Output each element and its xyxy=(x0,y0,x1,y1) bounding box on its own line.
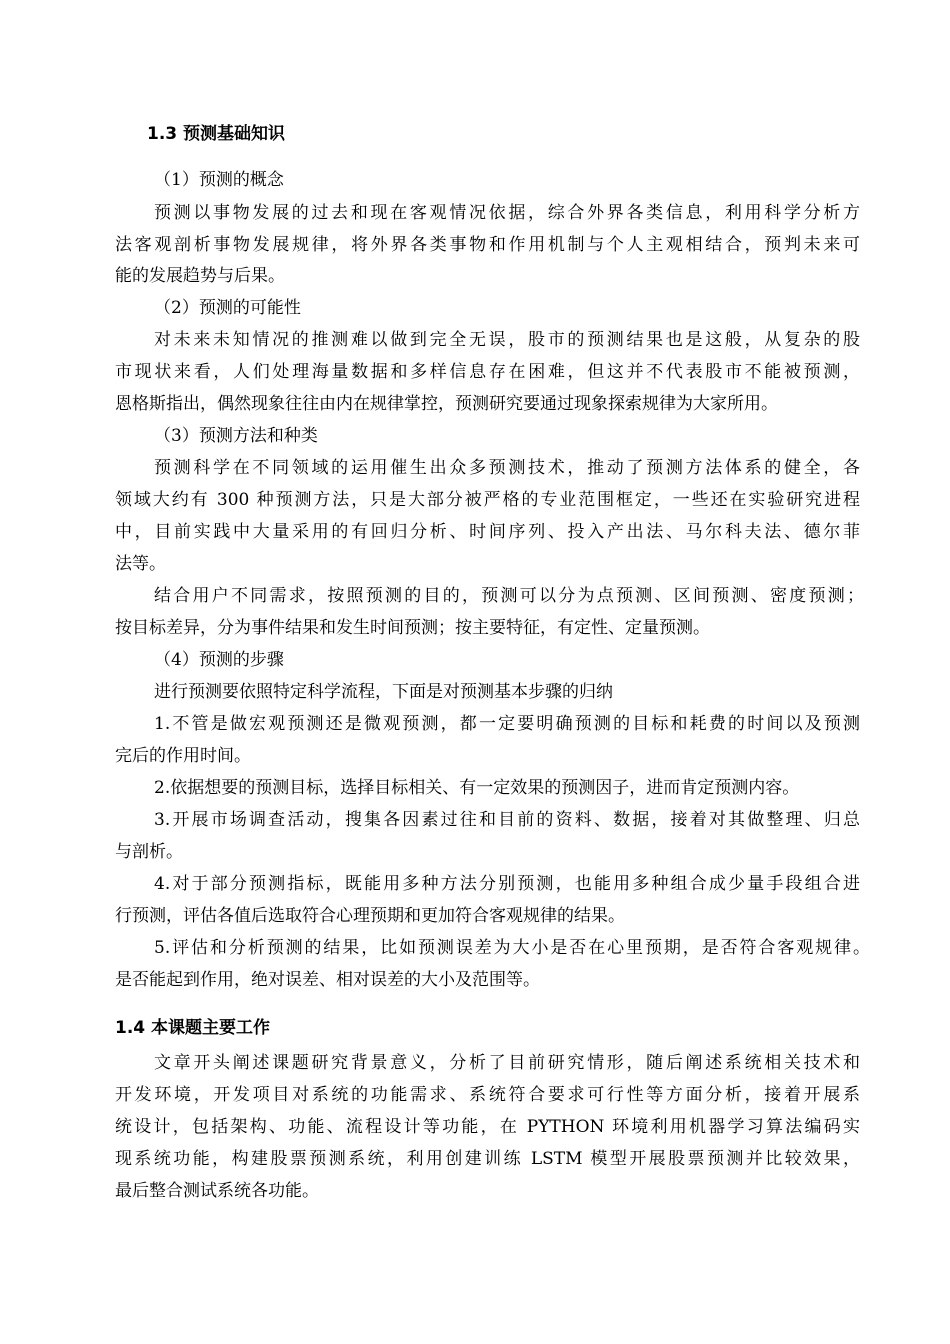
paragraph-line: 按目标差异，分为事件结果和发生时间预测；按主要特征，有定性、定量预测。 xyxy=(115,618,710,638)
paragraph-line: 现系统功能，构建股票预测系统，利用创建训练 LSTM 模型开展股票预测并比较效果， xyxy=(115,1149,860,1169)
paragraph-line: 是否能起到作用，绝对误差、相对误差的大小及范围等。 xyxy=(115,970,540,990)
paragraph-line: 中，目前实践中大量采用的有回归分析、时间序列、投入产出法、马尔科夫法、德尔菲 xyxy=(115,522,860,542)
paragraph-line: 法客观剖析事物发展规律，将外界各类事物和作用机制与个人主观相结合，预判未来可 xyxy=(115,235,860,255)
paragraph-line: 完后的作用时间。 xyxy=(115,746,251,766)
section-heading-1-3: 1.3 预测基础知识 xyxy=(147,124,286,144)
paragraph-line: 恩格斯指出，偶然现象往往由内在规律掌控，预测研究要通过现象探索规律为大家所用。 xyxy=(115,394,778,414)
step-item-2: 2.依据想要的预测目标，选择目标相关、有一定效果的预测因子，进而肯定预测内容。 xyxy=(154,778,800,798)
paragraph-line: 文章开头阐述课题研究背景意义，分析了目前研究情形，随后阐述系统相关技术和 xyxy=(154,1053,860,1073)
step-item-5: 5.评估和分析预测的结果，比如预测误差为大小是否在心里预期，是否符合客观规律。 xyxy=(154,938,870,958)
paragraph-line: 进行预测要依照特定科学流程，下面是对预测基本步骤的归纳 xyxy=(154,682,613,702)
paragraph-line: 领域大约有 300 种预测方法，只是大部分被严格的专业范围框定，一些还在实验研究进程 xyxy=(115,490,860,510)
paragraph-line: 与剖析。 xyxy=(115,842,183,862)
paragraph-line: 最后整合测试系统各功能。 xyxy=(115,1181,319,1201)
paragraph-line: 统设计，包括架构、功能、流程设计等功能，在 PYTHON 环境利用机器学习算法编码实 xyxy=(115,1117,860,1137)
paragraph-line: 法等。 xyxy=(115,554,166,574)
step-item-4: 4.对于部分预测指标，既能用多种方法分别预测，也能用多种组合成少量手段组合进 xyxy=(154,874,860,894)
subsection-title-3: （3）预测方法和种类 xyxy=(154,426,318,446)
subsection-title-4: （4）预测的步骤 xyxy=(154,650,284,670)
paragraph-line: 结合用户不同需求，按照预测的目的，预测可以分为点预测、区间预测、密度预测； xyxy=(154,586,864,606)
paragraph-line: 行预测，评估各值后选取符合心理预期和更加符合客观规律的结果。 xyxy=(115,906,625,926)
paragraph-line: 对未来未知情况的推测难以做到完全无误，股市的预测结果也是这般，从复杂的股 xyxy=(154,330,860,350)
paragraph-line: 能的发展趋势与后果。 xyxy=(115,266,285,286)
paragraph-line: 预测科学在不同领域的运用催生出众多预测技术，推动了预测方法体系的健全，各 xyxy=(154,458,860,478)
subsection-title-2: （2）预测的可能性 xyxy=(154,298,301,318)
paragraph-line: 市现状来看，人们处理海量数据和多样信息存在困难，但这并不代表股市不能被预测， xyxy=(115,362,860,382)
step-item-3: 3.开展市场调查活动，搜集各因素过往和目前的资料、数据，接着对其做整理、归总 xyxy=(154,810,860,830)
step-item-1: 1.不管是做宏观预测还是微观预测，都一定要明确预测的目标和耗费的时间以及预测 xyxy=(154,714,860,734)
subsection-title-1: （1）预测的概念 xyxy=(154,170,284,190)
paragraph-line: 开发环境，开发项目对系统的功能需求、系统符合要求可行性等方面分析，接着开展系 xyxy=(115,1085,860,1105)
paragraph-line: 预测以事物发展的过去和现在客观情况依据，综合外界各类信息，利用科学分析方 xyxy=(154,203,860,223)
section-heading-1-4: 1.4 本课题主要工作 xyxy=(115,1018,271,1038)
